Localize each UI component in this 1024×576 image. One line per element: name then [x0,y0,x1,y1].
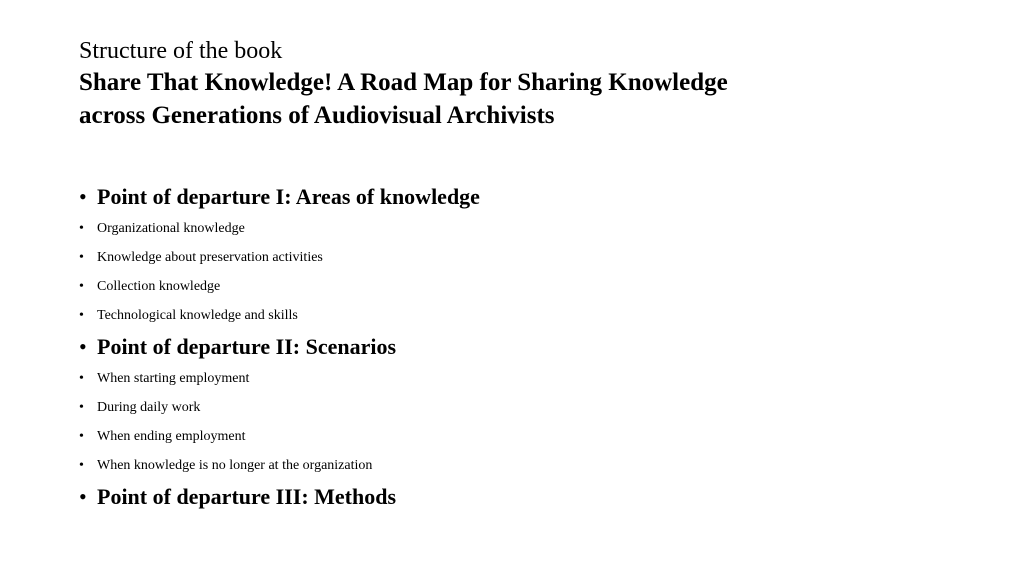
list-item-text: When knowledge is no longer at the organization [97,458,373,473]
list-item [79,393,979,422]
list-item-section [79,480,979,514]
list-item-text: When starting employment [97,371,250,386]
list-item-text: Point of departure III: Methods [97,484,397,509]
list-item-section [79,330,979,364]
slide-title-line-2: across Generations of Audiovisual Archivists [79,102,555,129]
list-item-text: When ending employment [97,429,246,444]
bullet-icon: • [79,334,87,359]
bullet-list [79,180,979,514]
bullet-icon: • [79,308,84,323]
bullet-icon: • [79,184,87,209]
list-item-text: Organizational knowledge [97,221,245,236]
title-block [79,36,979,132]
list-item [79,214,979,243]
slide-title-line-1: Share That Knowledge! A Road Map for Sharing Knowledge [79,69,728,96]
bullet-icon: • [79,429,84,444]
bullet-icon: • [79,279,84,294]
list-item [79,364,979,393]
list-item [79,451,979,480]
list-item-text: Collection knowledge [97,279,221,294]
list-item [79,272,979,301]
list-item-section [79,180,979,214]
list-item-text: Point of departure II: Scenarios [97,334,397,359]
list-item [79,422,979,451]
list-item-text: During daily work [97,400,201,415]
bullet-icon: • [79,250,84,265]
bullet-icon: • [79,400,84,415]
list-item-text: Technological knowledge and skills [97,308,298,323]
bullet-icon: • [79,371,84,386]
bullet-icon: • [79,221,84,236]
bullet-icon: • [79,458,84,473]
bullet-icon: • [79,484,87,509]
list-item [79,243,979,272]
list-item-text: Knowledge about preservation activities [97,250,323,265]
list-item [79,301,979,330]
list-item-text: Point of departure I: Areas of knowledge [97,184,480,209]
slide-subtitle: Structure of the book [79,38,283,64]
